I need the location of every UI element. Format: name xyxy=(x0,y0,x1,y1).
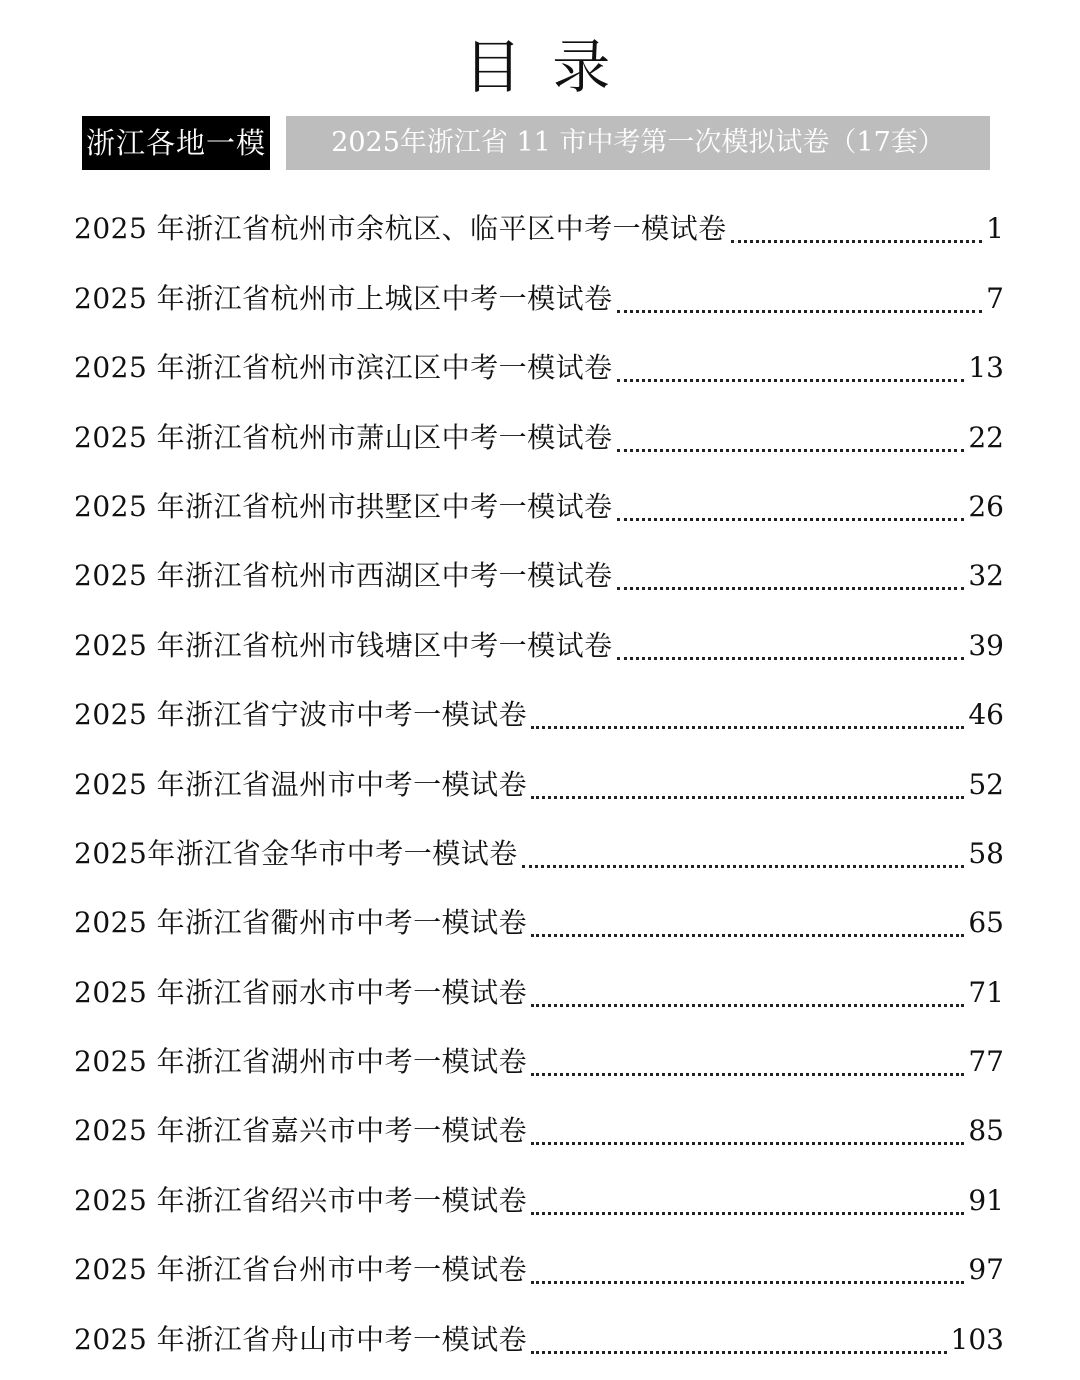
toc-page-number: 65 xyxy=(968,906,1004,940)
toc-entry[interactable] xyxy=(74,190,1004,259)
toc-entry-title: 2025年浙江省金华市中考一模试卷 xyxy=(74,836,518,870)
toc-leader-dots xyxy=(617,657,965,660)
toc-entry[interactable] xyxy=(74,259,1004,328)
table-of-contents xyxy=(74,190,1004,1370)
toc-leader-dots xyxy=(531,1351,946,1354)
toc-entry[interactable] xyxy=(74,1092,1004,1161)
toc-leader-dots xyxy=(617,587,965,590)
toc-page-number: 103 xyxy=(950,1322,1004,1356)
toc-leader-dots xyxy=(617,379,965,382)
toc-page-number: 13 xyxy=(968,351,1004,385)
toc-leader-dots xyxy=(531,1281,964,1284)
toc-entry-title: 2025 年浙江省绍兴市中考一模试卷 xyxy=(74,1183,528,1217)
toc-entry[interactable] xyxy=(74,537,1004,606)
toc-entry[interactable] xyxy=(74,606,1004,675)
toc-entry-title: 2025 年浙江省杭州市余杭区、临平区中考一模试卷 xyxy=(74,212,727,246)
toc-leader-dots xyxy=(731,240,983,243)
toc-page-number: 32 xyxy=(968,559,1004,593)
toc-entry-title: 2025 年浙江省台州市中考一模试卷 xyxy=(74,1253,528,1287)
toc-page-number: 97 xyxy=(968,1253,1004,1287)
toc-leader-dots xyxy=(617,518,965,521)
toc-leader-dots xyxy=(522,865,965,868)
toc-leader-dots xyxy=(617,449,965,452)
toc-entry-title: 2025 年浙江省丽水市中考一模试卷 xyxy=(74,975,528,1009)
toc-entry[interactable] xyxy=(74,468,1004,537)
toc-entry[interactable] xyxy=(74,1023,1004,1092)
toc-page-number: 91 xyxy=(968,1183,1004,1217)
toc-entry-title: 2025 年浙江省杭州市钱塘区中考一模试卷 xyxy=(74,628,613,662)
toc-page-number: 39 xyxy=(968,628,1004,662)
toc-page-number: 26 xyxy=(968,489,1004,523)
toc-leader-dots xyxy=(531,934,964,937)
toc-entry-title: 2025 年浙江省杭州市上城区中考一模试卷 xyxy=(74,281,613,315)
section-tag: 浙江各地一模 xyxy=(82,116,270,170)
toc-entry-title: 2025 年浙江省湖州市中考一模试卷 xyxy=(74,1045,528,1079)
toc-leader-dots xyxy=(531,1212,964,1215)
toc-entry-title: 2025 年浙江省杭州市滨江区中考一模试卷 xyxy=(74,351,613,385)
toc-leader-dots xyxy=(617,310,983,313)
toc-entry-title: 2025 年浙江省嘉兴市中考一模试卷 xyxy=(74,1114,528,1148)
toc-page-number: 22 xyxy=(968,420,1004,454)
toc-page-number: 1 xyxy=(986,212,1004,246)
toc-page-number: 58 xyxy=(968,836,1004,870)
toc-entry-title: 2025 年浙江省舟山市中考一模试卷 xyxy=(74,1322,528,1356)
toc-entry[interactable] xyxy=(74,815,1004,884)
toc-page-number: 52 xyxy=(968,767,1004,801)
toc-entry[interactable] xyxy=(74,398,1004,467)
toc-leader-dots xyxy=(531,1142,964,1145)
section-banner: 2025年浙江省 11 市中考第一次模拟试卷（17套） xyxy=(286,116,990,170)
toc-leader-dots xyxy=(531,726,964,729)
toc-leader-dots xyxy=(531,1073,964,1076)
toc-entry[interactable] xyxy=(74,1161,1004,1230)
toc-entry-title: 2025 年浙江省温州市中考一模试卷 xyxy=(74,767,528,801)
toc-entry-title: 2025 年浙江省宁波市中考一模试卷 xyxy=(74,698,528,732)
toc-page-number: 77 xyxy=(968,1045,1004,1079)
toc-entry[interactable] xyxy=(74,1300,1004,1369)
toc-page-number: 71 xyxy=(968,975,1004,1009)
toc-entry[interactable] xyxy=(74,676,1004,745)
toc-page-number: 7 xyxy=(986,281,1004,315)
toc-entry-title: 2025 年浙江省杭州市拱墅区中考一模试卷 xyxy=(74,489,613,523)
page-title: 目 录 xyxy=(463,33,617,101)
toc-entry[interactable] xyxy=(74,884,1004,953)
toc-entry[interactable] xyxy=(74,329,1004,398)
toc-page-number: 46 xyxy=(968,698,1004,732)
toc-leader-dots xyxy=(531,796,964,799)
toc-entry-title: 2025 年浙江省杭州市萧山区中考一模试卷 xyxy=(74,420,613,454)
toc-entry-title: 2025 年浙江省衢州市中考一模试卷 xyxy=(74,906,528,940)
toc-entry[interactable] xyxy=(74,1231,1004,1300)
section-header xyxy=(82,116,990,170)
toc-entry[interactable] xyxy=(74,745,1004,814)
toc-leader-dots xyxy=(531,1004,964,1007)
toc-entry[interactable] xyxy=(74,953,1004,1022)
toc-entry-title: 2025 年浙江省杭州市西湖区中考一模试卷 xyxy=(74,559,613,593)
toc-page-number: 85 xyxy=(968,1114,1004,1148)
